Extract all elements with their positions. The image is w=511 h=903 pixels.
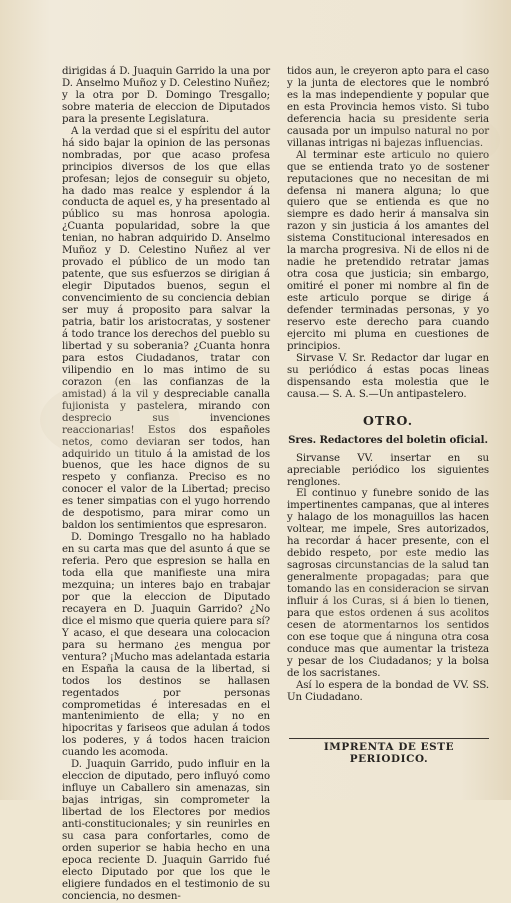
section-title: OTRO.	[362, 412, 414, 428]
right-column	[287, 66, 489, 704]
left-column	[62, 66, 270, 903]
section-subtitle: Sres. Redactores del boletin oficial.	[288, 433, 488, 446]
article-paragraph-4: D. Juaquin Garrido, pudo influir en la eleccion de diputado, pero influyó como influye un Caballero sin amenazas, sin bajas intrigas, sin comprometer la libertad de los Electores por medios anti-constitucionales; y sin reunirles en su casa para confortarles, como de orden superior se habia hecho en una epoca reciente D. Juaquin Garrido fué electo Diputado por que los que le eligiere fundados en el testimonio de su conciencia, no desmen-	[62, 759, 270, 902]
imprint-divider	[289, 738, 489, 739]
letter-closing: Así lo espera de la bondad de VV. SS. Un Ciudadano.	[287, 679, 489, 703]
article-paragraph-2: A la verdad que si el espíritu del autor há sido bajar la opinion de las personas nombradas, por que acaso profesa principios diversos de los que ellas profesan; lejos de conseguir su objeto, ha dado mas realce y esplendor á la conducta de aquel es, y ha presentado al público su mas honrosa apologia. ¿Cuanta popularidad, sobre la que tenian, no habran adquirido D. Anselmo Muñoz y D. Celestino Nuñez al ver provado el público de un modo tan patente, que sus esfuerzos se dirigian á elegir Diputados buenos, segun el convencimiento de su conciencia debian ser muy á proposito para salvar la patria, batir los aristocratas, y sostener á todo trance los derechos del pueblo su libertad y su soberania? ¿Cuanta honra para estos Ciudadanos, tratar con vilipendio en lo mas intimo de su corazon (en las confianzas de la amistad) á la vil y despreciable canalla fujionista y pastelera, mirando con desprecio sus invenciones reaccionarias! Estos dos españoles netos, como deviaran ser todos, han adquirido un titulo á la amistad de los buenos, que les hace dignos de su respeto y confianza. Preciso es no conocer el valor de la Libertad; preciso es tener simpatias con el yugo horrendo de despotismo, para mirar como un baldon los sentimientos que espresaron.	[62, 125, 270, 532]
article-closing-paragraph: Al terminar este articulo no quiero que se entienda trato yo de sostener reputaciones que no necesitan de mi defensa ni manera alguna; lo que quiero que se entienda es que no siempre es dado herir á mansalva sin razon y sin justicia á los amantes del sistema Constitucional interesados en la marcha progresiva. Ni de ellos ni de nadie he pretendido retratar jamas otra cosa que justicia; sin embargo, omitiré el poner mi nombre al fin de este articulo porque se dirige á defender terminadas personas, y yo reservo este derecho para cuando ejercito mi pluma en cuestiones de principios.	[287, 149, 489, 352]
article-signature-paragraph: Sirvase V. Sr. Redactor dar lugar en su periódico á estas pocas lineas dispensando esta molestia que le causa.— S. A. S.—Un antipastelero.	[287, 352, 489, 400]
article-continuation: tidos aun, le creyeron apto para el caso y la junta de electores que le nombró es la mas independiente y popular que en esta Provincia hemos visto. Si tubo deferencia hacia su presidente seria causada por un impulso natural no por villanas intrigas ni bajezas influencias.	[287, 66, 489, 149]
letter-paragraph-2: El continuo y funebre sonido de las impertinentes campanas, que al interes y halago de los monaguillos las hacen voltear, me impele, Sres autorizados, ha recordar á hacer presente, con el debido respeto, por este medio las sagrosas circunstancias de la salud tan generalmente propagadas; para que tomando las en consideracion se sirvan influir á los Curas, si á bien lo tienen, para que estos ordenen á sus acolitos cesen de atormentarnos los sentidos con ese toque que á ninguna otra cosa conduce mas que aumentar la tristeza y pesar de los Ciudadanos; y la bolsa de los sacristanes.	[287, 488, 489, 679]
letter-paragraph-1: Sirvanse VV. insertar en su apreciable periódico los siguientes renglones.	[287, 452, 489, 488]
imprint-line: IMPRENTA DE ESTE PERIODICO.	[323, 741, 455, 765]
article-paragraph-3: D. Domingo Tresgallo no ha hablado en su carta mas que del asunto á que se referia. Pero que espresion se halla en toda ella que manifieste una mira mezquina; un interes bajo en trabajar por que la eleccion de Diputado recayera en D. Juaquin Garrido? ¿No dice el mismo que queria quiere para sí? Y acaso, el que deseara una colocacion para su hermano ¿es mengua por ventura? ¡Mucho mas adelantada estaria en España la causa de la libertad, si todos los destinos se hallasen regentados por personas comprometidas é interesadas en el mantenimiento de ella; y no en hipocritas y fariseos que adulan á todos los poderes, y á todos hacen traicion cuando les acomoda.	[62, 532, 270, 759]
article-paragraph-1: dirigidas á D. Juaquin Garrido la una por D. Anselmo Muñoz y D. Celestino Nuñez; y la otra por D. Domingo Tresgallo; sobre materia de eleccion de Diputados para la presente Legislatura.	[62, 66, 271, 125]
